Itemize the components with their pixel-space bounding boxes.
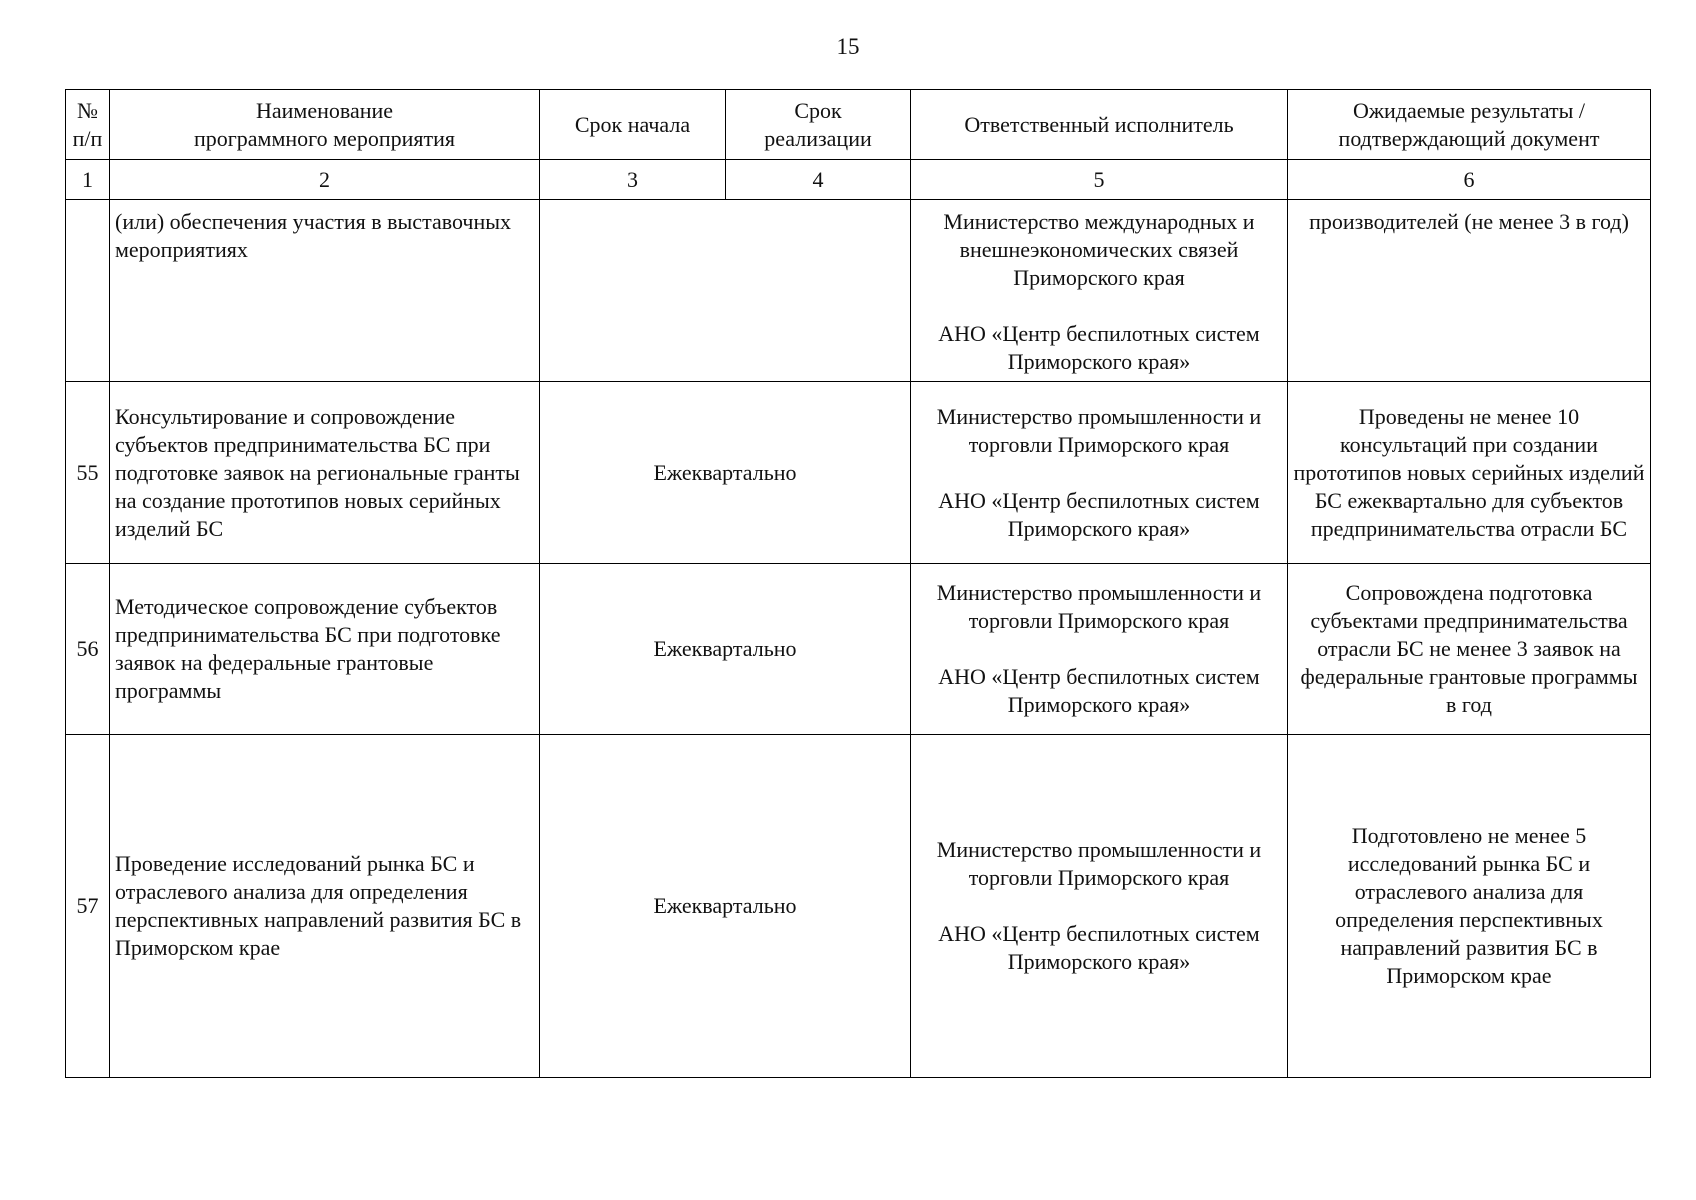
activity-name: Проведение исследований рынка БС и отраслевого анализа для определения перспективных направлений развития БС в Приморском крае: [110, 735, 540, 1078]
executor-ano: АНО «Центр беспилотных систем Приморского края»: [938, 321, 1260, 374]
executor-ano: АНО «Центр беспилотных систем Приморского края»: [938, 664, 1260, 717]
activity-name: Методическое сопровождение субъектов предпринимательства БС при подготовке заявок на федеральные грантовые программы: [110, 564, 540, 735]
responsible-executor: [911, 382, 1288, 564]
activity-period: Ежеквартально: [540, 735, 911, 1078]
executor-ministry: Министерство промышленности и торговли Приморского края: [936, 837, 1262, 890]
column-number: 2: [110, 160, 540, 200]
column-number: 1: [66, 160, 110, 200]
column-number: 4: [726, 160, 911, 200]
executor-ano: АНО «Центр беспилотных систем Приморского края»: [938, 487, 1260, 541]
responsible-executor: [911, 564, 1288, 735]
row-number: 56: [66, 564, 110, 735]
table-row: [66, 200, 1651, 382]
table-row: [66, 382, 1651, 564]
executor-ano: АНО «Центр беспилотных систем Приморского края»: [938, 921, 1260, 974]
header-executor: Ответственный исполнитель: [911, 90, 1288, 160]
header-start: Срок начала: [540, 90, 726, 160]
executor-ministry: Министерство промышленности и торговли Приморского края: [936, 403, 1262, 457]
page-number: 15: [836, 34, 860, 59]
header-result: Ожидаемые результаты / подтверждающий документ: [1288, 90, 1651, 160]
activity-period: Ежеквартально: [540, 382, 911, 564]
activity-period: Ежеквартально: [540, 564, 911, 735]
program-activities-table: [65, 89, 1651, 1078]
header-name: Наименование программного мероприятия: [110, 90, 540, 160]
table-row: [66, 564, 1651, 735]
activity-name: Консультирование и сопровождение субъектов предпринимательства БС при подготовке заявок на региональные гранты на создание прототипов новых серийных изделий БС: [110, 382, 540, 564]
expected-result: Подготовлено не менее 5 исследований рынка БС и отраслевого анализа для определения перспективных направлений развития БС в Приморском крае: [1288, 735, 1651, 1078]
column-number: 3: [540, 160, 726, 200]
row-number: 57: [66, 735, 110, 1078]
executor-ministry: Министерство промышленности и торговли Приморского края: [936, 580, 1262, 633]
header-row: [66, 90, 1651, 160]
header-term: Срок реализации: [726, 90, 911, 160]
header-num: № п/п: [66, 90, 110, 160]
column-number: 6: [1288, 160, 1651, 200]
row-number: 55: [66, 382, 110, 564]
column-numbers-row: [66, 160, 1651, 200]
expected-result: производителей (не менее 3 в год): [1288, 200, 1651, 382]
responsible-executor: [911, 200, 1288, 382]
row-number: [66, 200, 110, 382]
executor-ministry: Министерство международных и внешнеэкономических связей Приморского края: [943, 209, 1255, 290]
expected-result: Проведены не менее 10 консультаций при создании прототипов новых серийных изделий БС ежеквартально для субъектов предпринимательства отрасли БС: [1288, 382, 1651, 564]
expected-result: Сопровождена подготовка субъектами предпринимательства отрасли БС не менее 3 заявок на федеральные грантовые программы в год: [1288, 564, 1651, 735]
activity-name: (или) обеспечения участия в выставочных мероприятиях: [110, 200, 540, 382]
responsible-executor: [911, 735, 1288, 1078]
column-number: 5: [911, 160, 1288, 200]
activity-period: [540, 200, 911, 382]
table-row: [66, 735, 1651, 1078]
